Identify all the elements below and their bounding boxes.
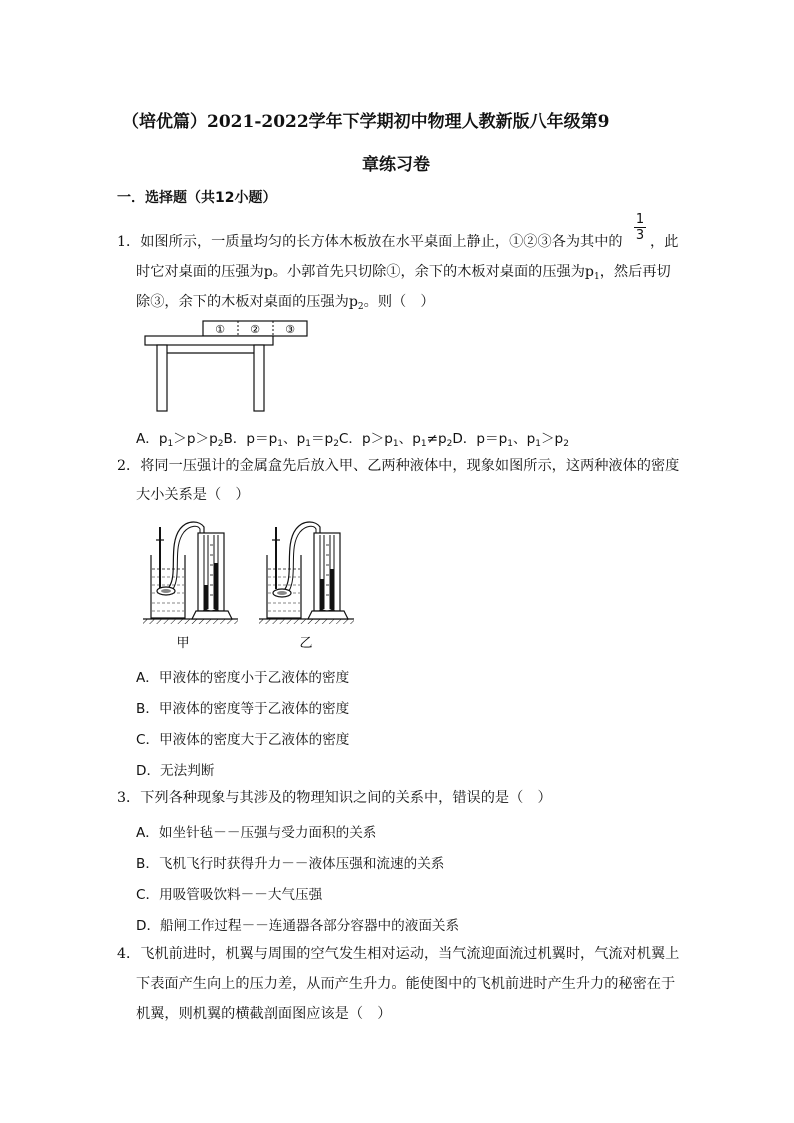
fraction-one-third <box>633 212 647 243</box>
table-leg-left <box>157 345 167 411</box>
u-tube-liquid-right <box>214 563 218 609</box>
board-label-3: ③ <box>285 323 295 336</box>
question-text: 下列各种现象与其涉及的物理知识之间的关系中，错误的是（ ） <box>140 790 552 806</box>
apparatus-jia <box>143 522 238 651</box>
option-c <box>339 431 452 447</box>
beaker <box>267 555 301 618</box>
option-text: p <box>158 431 168 447</box>
option-d <box>452 431 569 447</box>
option-text: ＞p＞p <box>173 431 218 447</box>
option-label: C． <box>338 431 363 447</box>
subscript: 1 <box>420 439 427 449</box>
u-tube-liquid-right <box>330 569 334 609</box>
option-text: ≠p <box>426 431 447 447</box>
question-2-line-1 <box>117 456 679 476</box>
option-text: 、p <box>513 431 536 447</box>
metal-box-membrane <box>277 591 287 595</box>
question-text: 除③，余下的木板对桌面的压强为p <box>136 294 358 310</box>
subscript: 1 <box>277 439 283 449</box>
board-label-1: ① <box>215 323 225 336</box>
page-title-continued: 章练习卷 <box>362 155 430 175</box>
question-1-line-1 <box>117 232 623 252</box>
fraction-numerator: 1 <box>635 212 645 227</box>
question-text: 大小关系是（ ） <box>136 487 250 503</box>
option-text: 、p <box>398 431 421 447</box>
subscript: 1 <box>392 439 399 449</box>
question-3-line-1 <box>117 788 552 808</box>
fraction-denominator: 3 <box>635 228 645 243</box>
option-text: p＝p <box>476 431 508 447</box>
option-b: B．甲液体的密度等于乙液体的密度 <box>136 701 350 717</box>
subscript: 1 <box>593 272 600 282</box>
question-text: 时它对桌面的压强为p。小郭首先只切除①，余下的木板对桌面的压强为p <box>136 264 594 280</box>
question-text: 。则（ ） <box>363 294 435 310</box>
option-label: B． <box>223 431 247 447</box>
option-d: D．船闸工作过程－－连通器各部分容器中的液面关系 <box>136 918 460 934</box>
option-label: A． <box>136 431 159 447</box>
ground-hatch <box>143 619 238 624</box>
table-top <box>145 336 273 345</box>
subscript: 2 <box>563 439 569 449</box>
board-label-2: ② <box>250 323 260 336</box>
question-number: 3． <box>117 790 141 806</box>
subscript: 2 <box>217 439 224 449</box>
label-jia: 甲 <box>176 636 190 651</box>
ground-hatch <box>259 619 354 624</box>
option-label: D． <box>452 431 477 447</box>
question-1-options <box>136 427 569 449</box>
question-4-line-1 <box>117 944 679 964</box>
rubber-tube-inner <box>289 526 316 591</box>
option-c: C．甲液体的密度大于乙液体的密度 <box>136 732 350 748</box>
option-text: p＝p <box>246 431 278 447</box>
question-number: 2． <box>117 458 141 474</box>
table-leg-right <box>254 345 264 411</box>
option-b <box>223 431 338 447</box>
option-text: ＞p <box>540 431 564 447</box>
option-a <box>136 431 223 447</box>
page-title: （培优篇）2021-2022学年下学期初中物理人教新版八年级第9 <box>122 112 610 132</box>
question-text: 将同一压强计的金属盒先后放入甲、乙两种液体中，现象如图所示，这两种液体的密度 <box>140 458 680 474</box>
question-1-line-3 <box>136 292 435 317</box>
option-a: A．甲液体的密度小于乙液体的密度 <box>136 670 350 686</box>
option-text: ＝p <box>310 431 334 447</box>
table-board-figure <box>140 318 315 413</box>
question-text: 如图所示，一质量均匀的长方体木板放在水平桌面上静止，①②③各为其中的 <box>140 234 623 250</box>
option-text: 、p <box>282 431 306 447</box>
question-text: 下表面产生向上的压力差，从而产生升力。能使图中的飞机前进时产生升力的秘密在于 <box>136 976 676 992</box>
subscript: 1 <box>305 439 311 449</box>
option-text: p＞p <box>362 431 393 447</box>
option-a: A．如坐针毡－－压强与受力面积的关系 <box>136 825 377 841</box>
subscript: 1 <box>167 439 174 449</box>
metal-box-membrane <box>161 589 171 593</box>
u-tube-liquid-left <box>320 579 324 609</box>
subscript: 1 <box>535 439 541 449</box>
question-text: 飞机前进时，机翼与周围的空气发生相对运动，当气流迎面流过机翼时，气流对机翼上 <box>140 946 680 962</box>
option-b: B．飞机飞行时获得升力－－液体压强和流速的关系 <box>136 856 445 872</box>
question-1-line-2 <box>136 262 671 287</box>
gauge-base <box>192 611 232 619</box>
subscript: 1 <box>507 439 513 449</box>
question-number: 4． <box>117 946 141 962</box>
option-c: C．用吸管吸饮料－－大气压强 <box>136 887 323 903</box>
apparatus-yi <box>259 522 354 651</box>
pressure-gauge-figure <box>138 515 358 655</box>
subscript: 2 <box>446 439 453 449</box>
option-d: D．无法判断 <box>136 763 215 779</box>
question-text: ，然后再切 <box>599 264 671 280</box>
u-tube-liquid-left <box>204 585 208 609</box>
subscript: 2 <box>357 302 364 312</box>
gauge-base <box>308 611 348 619</box>
section-heading: 一．选择题（共12小题） <box>117 190 277 206</box>
subscript: 2 <box>333 439 339 449</box>
question-text: 机翼，则机翼的横截剖面图应该是（ ） <box>136 1006 392 1022</box>
question-number: 1． <box>117 234 141 250</box>
label-yi: 乙 <box>299 636 313 651</box>
question-text: ，此 <box>650 234 679 250</box>
